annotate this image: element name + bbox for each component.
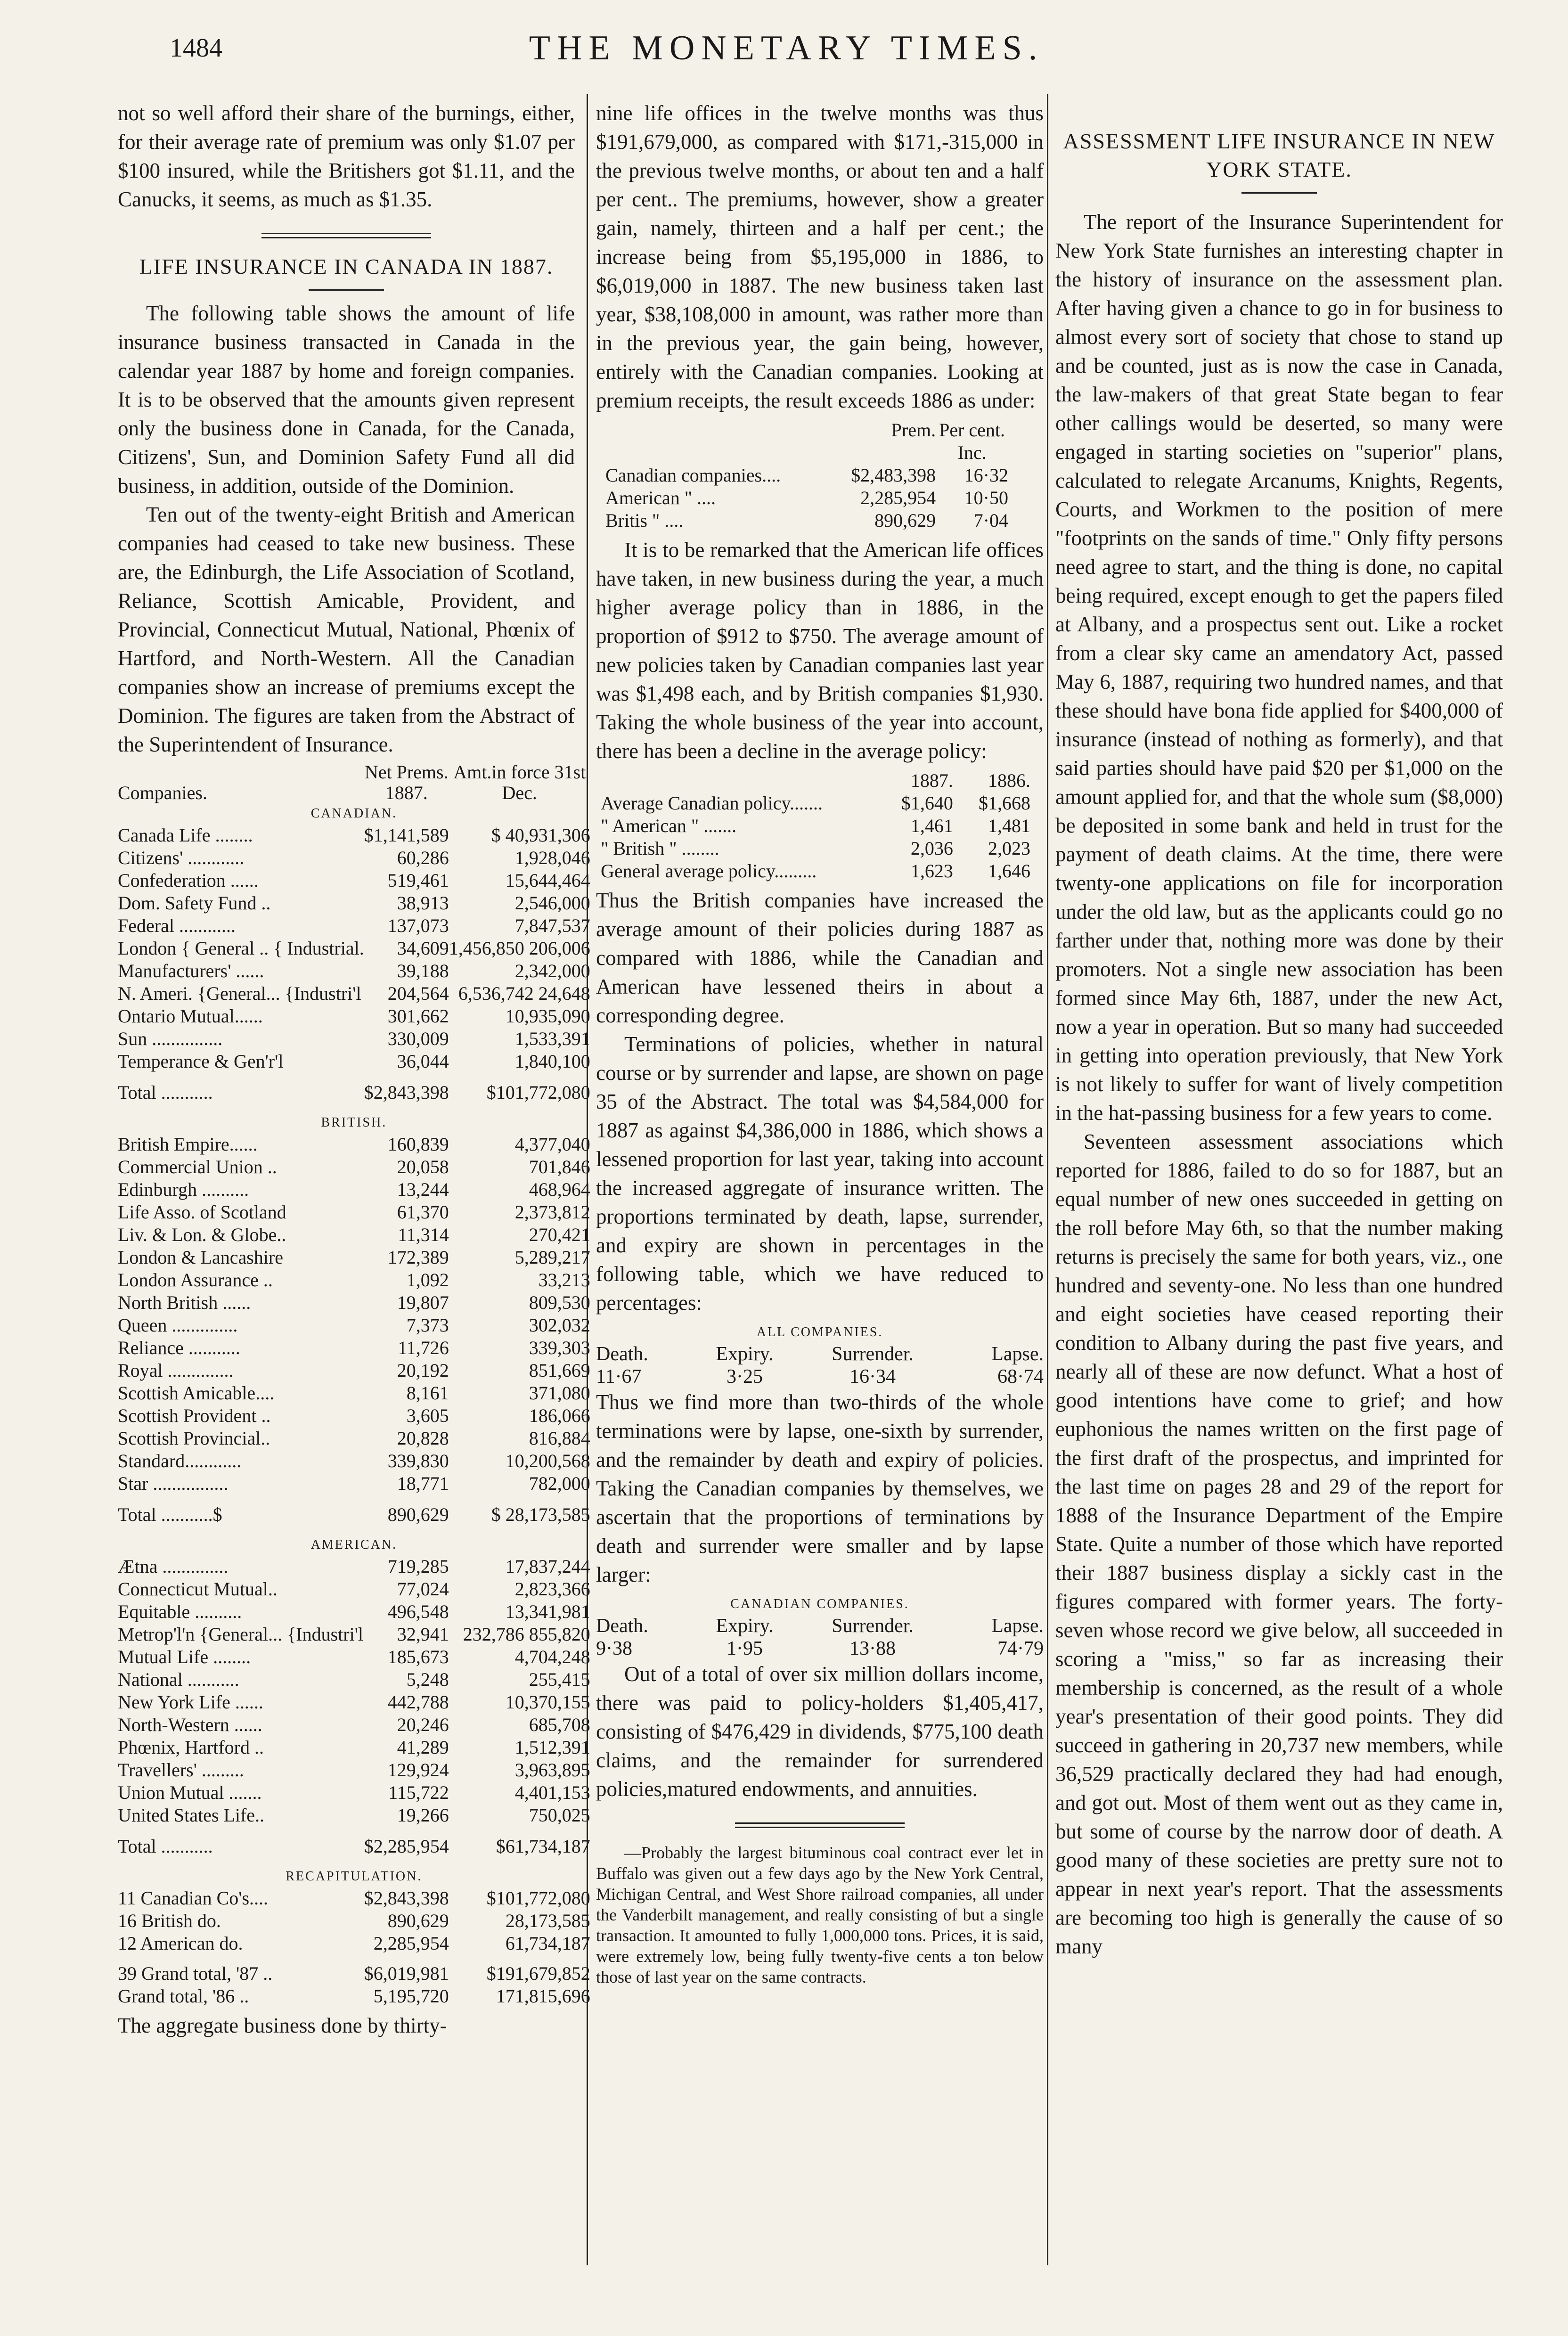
cell-prem: 20,058 (397, 1156, 449, 1177)
section-heading: LIFE INSURANCE IN CANADA IN 1887. (139, 254, 554, 278)
table-row (118, 1910, 590, 1932)
cell-prem: 77,024 (397, 1578, 449, 1600)
total-label: Total ........... (118, 1082, 213, 1103)
table-row (118, 1050, 590, 1073)
table-row (118, 1472, 590, 1495)
cell-name: General average policy......... (601, 860, 817, 882)
cell-force: 61,734,187 (505, 1933, 590, 1954)
cell-force: 33,213 (538, 1269, 590, 1291)
cell-name: London { General .. { Industrial. (118, 938, 364, 959)
pct-value-row-cell: 1·95 (726, 1638, 763, 1659)
cell-force: 2,546,000 (514, 892, 590, 914)
termination-table-canadian (596, 1615, 1044, 1660)
column-2 (596, 99, 1044, 1987)
cell-force: 5,289,217 (514, 1247, 590, 1268)
cell-name: Ontario Mutual...... (118, 1005, 263, 1027)
cell-force: 701,846 (529, 1156, 590, 1177)
paragraph: Seventeen assessment associations which reported for 1886, failed to do so for 1887, but an equal number of new ones succeeded in getting on the roll before May 6th, so that the number making returns is precisely the same for both years, viz., one hundred and seventy-one. No less than one hundred and eight societies have ceased reporting their condition to Albany during the past five years, and nearly all of these are now defunct. What a host of good intentions have come to grief; and how euphonious the names written on the first page of the first draft of the prospectus, and imprinted for the last time on pages 28 and 29 of the report for 1888 of the Insurance Department of the Empire State. Quite a number of those which have reported their 1887 business display a sickly cast in the figures compared with former years. The forty-seven whose record we give below, all succeeded in scoring a "miss," so far as increasing their membership is concerned, as the result of a whole year's presentation of their good points. They did succeed in gathering in 20,737 new members, while 36,529 practically declared they had had enough, and got out. Most of them went out as they came in, but some of course by the narrow door of death. A good many of these societies are pretty sure not to appear in next year's report. That the assessments are becoming too high is generally the cause of so many (1055, 1130, 1503, 1958)
cell-name: Scottish Provincial.. (118, 1428, 270, 1449)
cell-prem: 137,073 (387, 915, 449, 936)
cell-force: $ 40,931,306 (491, 825, 590, 846)
cell-pct: 7·04 (973, 510, 1008, 531)
cell-force: 10,370,155 (505, 1691, 590, 1713)
total-force: $101,772,080 (486, 1082, 590, 1103)
table-row (118, 1962, 590, 1985)
cell-force: 1,512,391 (514, 1737, 590, 1758)
cell-pct: 16·32 (964, 465, 1008, 486)
pct-value-row-cell: 11·67 (596, 1366, 642, 1388)
pct-value-row-cell: 13·88 (849, 1638, 896, 1659)
cell-name: Star ................ (118, 1473, 229, 1494)
pct-header-row-cell: Death. (596, 1615, 648, 1637)
paragraph: nine life offices in the twelve months was thus $191,679,000, as compared with $171,-315,000 in the previous twelve months, or about ten and a half per cent.. The premiums, however, show a greater gain, namely, thirteen and a half per cent.; the increase being from $5,195,000 in 1886, to $6,019,000 in 1887. The new business taken last year, $38,108,000 in amount, was rather more than in the previous year, the gain being, however, entirely with the Canadian companies. Looking at premium receipts, the result exceeds 1886 as under: (596, 101, 1044, 412)
cell-force: 232,786 855,820 (463, 1624, 590, 1645)
cell-force: 15,644,464 (505, 870, 590, 891)
cell-force: 339,303 (529, 1337, 590, 1358)
cell-name: Queen .............. (118, 1315, 238, 1336)
cell-name: Manufacturers' ...... (118, 960, 264, 981)
pct-header-row-cell: Surrender. (832, 1615, 914, 1637)
cell-name: Temperance & Gen'r'l (118, 1051, 284, 1072)
cell-prem: 1,092 (406, 1269, 449, 1291)
table-row (118, 1133, 590, 1156)
cell-force: 302,032 (529, 1315, 590, 1336)
table-row (118, 1804, 590, 1827)
cell-name: National ........... (118, 1669, 239, 1690)
cell-name: Canada Life ........ (118, 825, 253, 846)
cell-force: 270,421 (529, 1224, 590, 1245)
cell-prem: 13,244 (397, 1179, 449, 1200)
cell-name: 16 British do. (118, 1910, 221, 1931)
table-row (118, 1156, 590, 1178)
table-row (118, 1578, 590, 1601)
cell-prem: 20,246 (397, 1714, 449, 1735)
cell-name: American " .... (605, 487, 716, 508)
pct-header-row-cell: Surrender. (832, 1343, 914, 1365)
pct-value-row-cell: 3·25 (726, 1366, 763, 1388)
cell-name: Connecticut Mutual.. (118, 1578, 278, 1600)
cell-force: $191,679,852 (486, 1963, 590, 1984)
pct-value-row-cell: 74·79 (997, 1638, 1044, 1659)
cell-force: 3,963,895 (514, 1759, 590, 1781)
insurance-table (118, 762, 590, 2008)
cell-prem: 5,248 (406, 1669, 449, 1690)
cell-name: 12 American do. (118, 1933, 243, 1954)
cell-name: Travellers' ......... (118, 1759, 244, 1781)
news-note: —Probably the largest bituminous coal contract ever let in Buffalo was given out a few days ago by the New York Central, Michigan Central, and West Shore railroad companies, all under the Vanderbilt management, and really consisting of but a single transaction. It amounted to fully 1,000,000 tons. Prices, it is said, were extremely low, being fully twenty-five cents a ton below those of last year on the same contracts. (596, 1843, 1044, 1986)
cell-force: 4,377,040 (514, 1134, 590, 1155)
pct-value-row-cell: 68·74 (997, 1366, 1044, 1388)
cell-prem: 8,161 (406, 1382, 449, 1404)
pct-header: Per cent. Inc. (939, 419, 1005, 463)
cell-name: Scottish Amicable.... (118, 1382, 275, 1404)
cell-prem: 204,564 (387, 983, 449, 1004)
section-rule (735, 1822, 905, 1828)
cell-prem: 34,609 (397, 938, 449, 959)
table-row (118, 1405, 590, 1427)
cell-prem: $6,019,981 (364, 1963, 449, 1984)
table-row (118, 982, 590, 1005)
col-header-amt-in-force: Amt.in force 31st Dec. (453, 761, 586, 803)
cell-name: Sun ............... (118, 1028, 223, 1049)
cell-prem: 519,461 (387, 870, 449, 891)
cell-name: Scottish Provident .. (118, 1405, 271, 1426)
section-rule (261, 233, 431, 238)
table-header-row (118, 762, 590, 803)
cell-prem: 36,044 (397, 1051, 449, 1072)
cell-prem: 115,722 (388, 1782, 449, 1803)
table-row (118, 1382, 590, 1405)
cell-force: $101,772,080 (486, 1887, 590, 1909)
cell-force: 2,823,366 (514, 1578, 590, 1600)
table-row (118, 1887, 590, 1910)
total-label: Total ........... (118, 1836, 213, 1857)
cell-force: 2,342,000 (514, 960, 590, 981)
page-header (113, 28, 1460, 80)
total-prem: $2,843,398 (364, 1082, 449, 1103)
table-row (118, 1646, 590, 1668)
table-label: CANADIAN COMPANIES. (730, 1597, 909, 1611)
pct-value-row (596, 1637, 1044, 1660)
cell-prem: 2,285,954 (373, 1933, 449, 1954)
cell-name: Phœnix, Hartford .. (118, 1737, 264, 1758)
cell-force: 851,669 (529, 1360, 590, 1381)
table-row (118, 1601, 590, 1623)
cell-prem: 890,629 (874, 510, 936, 531)
cell-force: 468,964 (529, 1179, 590, 1200)
group-label-recap: RECAPITULATION. (286, 1869, 423, 1884)
heading-rule (1241, 192, 1317, 194)
pct-header-row-cell: Lapse. (991, 1343, 1044, 1365)
cell-force: 4,704,248 (514, 1646, 590, 1667)
cell-y1: 1,461 (910, 815, 953, 836)
cell-prem: 5,195,720 (373, 1985, 449, 2007)
cell-name: Average Canadian policy....... (601, 792, 823, 814)
table-row (118, 1985, 590, 2008)
cell-prem: 890,629 (387, 1910, 449, 1931)
table-row (118, 1781, 590, 1804)
paragraph: Out of a total of over six million dollars income, there was paid to policy-holders $1,405,417, consisting of $476,429 in dividends, $775,100 death claims, and the remainder for surrendered policies,matured endowments, and annuities. (596, 1662, 1044, 1801)
table-row (118, 1028, 590, 1050)
total-force: $ 28,173,585 (491, 1504, 590, 1525)
average-policy-table (601, 769, 1030, 882)
pct-value-row (596, 1365, 1044, 1388)
cell-prem: 38,913 (397, 892, 449, 914)
cell-force: 1,456,850 206,006 (449, 938, 590, 959)
cell-name: Mutual Life ........ (118, 1646, 251, 1667)
table-row (118, 960, 590, 982)
cell-force: 186,066 (529, 1405, 590, 1426)
total-prem: $2,285,954 (364, 1836, 449, 1857)
total-label: Total ...........$ (118, 1504, 222, 1525)
cell-name: Standard............ (118, 1450, 242, 1471)
cell-force: 809,530 (529, 1292, 590, 1313)
table-row (118, 915, 590, 937)
cell-prem: 11,314 (398, 1224, 449, 1245)
cell-name: Grand total, '86 .. (118, 1985, 249, 2007)
pct-header-row-cell: Expiry. (716, 1343, 774, 1365)
page-number: 1484 (170, 33, 222, 63)
table-row (118, 1427, 590, 1450)
cell-name: London Assurance .. (118, 1269, 273, 1291)
cell-prem: 41,289 (397, 1737, 449, 1758)
cell-force: 17,837,244 (505, 1556, 590, 1577)
table-row (118, 1291, 590, 1314)
cell-force: 1,533,391 (514, 1028, 590, 1049)
termination-table-all (596, 1343, 1044, 1388)
cell-name: Confederation ...... (118, 870, 259, 891)
table-row (118, 937, 590, 960)
cell-name: 11 Canadian Co's.... (118, 1887, 269, 1909)
cell-name: United States Life.. (118, 1805, 265, 1826)
cell-name: 39 Grand total, '87 .. (118, 1963, 273, 1984)
table-row (118, 847, 590, 869)
cell-force: 10,935,090 (505, 1005, 590, 1027)
cell-prem: 39,188 (397, 960, 449, 981)
prem-header: Prem. (891, 419, 936, 441)
cell-y2: 1,481 (988, 815, 1030, 836)
cell-prem: 11,726 (398, 1337, 449, 1358)
cell-name: Liv. & Lon. & Globe.. (118, 1224, 286, 1245)
cell-prem: $1,141,589 (364, 825, 449, 846)
cell-y1: $1,640 (901, 792, 953, 814)
table-row (601, 860, 1030, 882)
table-row (118, 1932, 590, 1955)
pct-header-row (596, 1615, 1044, 1637)
cell-y2: 1,646 (988, 860, 1030, 882)
table-row (118, 1555, 590, 1578)
cell-prem: 2,285,954 (860, 487, 936, 508)
total-row (118, 1827, 590, 1866)
table-row (118, 1623, 590, 1646)
pct-header-row-cell: Lapse. (991, 1615, 1044, 1637)
cell-prem: 442,788 (387, 1691, 449, 1713)
cell-prem: 185,673 (387, 1646, 449, 1667)
cell-force: 4,401,153 (514, 1782, 590, 1803)
cell-prem: $2,843,398 (364, 1887, 449, 1909)
group-label-canadian: CANADIAN. (310, 806, 398, 821)
cell-prem: 339,830 (387, 1450, 449, 1471)
cell-y2: 2,023 (988, 838, 1030, 859)
cell-name: Life Asso. of Scotland (118, 1201, 286, 1223)
cell-name: N. Ameri. {General... {Industri'l (118, 983, 361, 1004)
cell-name: " British " ........ (601, 838, 719, 859)
cell-y1: 2,036 (910, 838, 953, 859)
cell-prem: 32,941 (397, 1624, 449, 1645)
cell-name: Ætna .............. (118, 1556, 229, 1577)
cell-force: 10,200,568 (505, 1450, 590, 1471)
cell-name: Dom. Safety Fund .. (118, 892, 271, 914)
table-row (118, 1359, 590, 1382)
cell-name: British Empire...... (118, 1134, 258, 1155)
cell-prem: 129,924 (387, 1759, 449, 1781)
premium-table (605, 419, 1008, 532)
table-row (118, 824, 590, 847)
table-label: ALL COMPANIES. (756, 1325, 883, 1340)
column-3 (1055, 99, 1503, 1961)
total-row (118, 1495, 590, 1535)
section-heading: ASSESSMENT LIFE INSURANCE IN NEW YORK STATE. (1063, 129, 1495, 181)
cell-prem: 61,370 (397, 1201, 449, 1223)
table-row (118, 1224, 590, 1246)
cell-prem: $2,483,398 (851, 465, 936, 486)
cell-prem: 18,771 (397, 1473, 449, 1494)
cell-prem: 20,192 (397, 1360, 449, 1381)
col-header-net-prems: Net Prems. 1887. (364, 761, 449, 803)
cell-force: 685,708 (529, 1714, 590, 1735)
cell-name: North-Western ...... (118, 1714, 262, 1735)
column-1 (118, 99, 590, 2040)
cell-name: New York Life ...... (118, 1691, 263, 1713)
cell-name: Edinburgh .......... (118, 1179, 249, 1200)
col-header-companies: Companies. (118, 782, 207, 803)
cell-y1: 1,623 (910, 860, 953, 882)
pct-header-row (596, 1343, 1044, 1365)
cell-force: 255,415 (529, 1669, 590, 1690)
paragraph: Thus we find more than two-thirds of the whole terminations were by lapse, one-sixth by surrender, and the remainder by death and expiry of policies. Taking the Canadian companies by themselves, we ascertain that the proportions of terminations by death and surrender were smaller and by lapse larger: (596, 1390, 1044, 1586)
cell-name: Canadian companies.... (605, 465, 781, 486)
group-label-american: AMERICAN. (310, 1537, 398, 1552)
paragraph: Ten out of the twenty-eight British and American companies had ceased to take new business. These are, the Edinburgh, the Life Association of Scotland, Reliance, Scottish Amicable, Provident, and Provincial, Connecticut Mutual, National, Phœnix of Hartford, and North-Western. All the Canadian companies show an increase of premiums except the Dominion. The figures are taken from the Abstract of the Superintendent of Insurance. (118, 503, 575, 756)
cell-prem: 60,286 (397, 847, 449, 868)
table-row (118, 1736, 590, 1759)
column-divider (1047, 94, 1048, 2265)
cell-force: 816,884 (529, 1428, 590, 1449)
paragraph: It is to be remarked that the American life offices have taken, in new business during the year, a much higher average policy than in 1886, in the proportion of $912 to $750. The average amount of new policies taken by Canadian companies last year was $1,498 each, and by British companies $1,930. Taking the whole business of the year into account, there has been a decline in the average policy: (596, 538, 1044, 763)
table-row (118, 1246, 590, 1269)
cell-name: Commercial Union .. (118, 1156, 277, 1177)
total-force: $61,734,187 (496, 1836, 590, 1857)
total-prem: 890,629 (387, 1504, 449, 1525)
pct-header-row-cell: Death. (596, 1343, 648, 1365)
masthead: THE MONETARY TIMES. (529, 29, 1044, 67)
table-row (601, 815, 1030, 837)
cell-force: 371,080 (529, 1382, 590, 1404)
cell-prem: 496,548 (387, 1601, 449, 1622)
table-row (605, 487, 1008, 509)
table-row (118, 1201, 590, 1224)
table-row (118, 1337, 590, 1359)
table-row (601, 792, 1030, 815)
cell-name: Federal ............ (118, 915, 236, 936)
cell-y2: $1,668 (979, 792, 1030, 814)
paragraph: Thus the British companies have increased the average amount of their policies during 1887 as compared with 1886, while the Canadian and American have lessened theirs in about a corresponding degree. (596, 889, 1044, 1027)
pct-value-row-cell: 16·34 (849, 1366, 896, 1388)
year-header: 1887. (910, 770, 953, 791)
cell-force: 2,373,812 (514, 1201, 590, 1223)
cell-prem: 3,605 (406, 1405, 449, 1426)
table-row (605, 509, 1008, 532)
cell-prem: 330,009 (387, 1028, 449, 1049)
cell-force: 782,000 (529, 1473, 590, 1494)
cell-name: Citizens' ............ (118, 847, 245, 868)
cell-prem: 19,807 (397, 1292, 449, 1313)
table-row (601, 837, 1030, 860)
cell-name: " American " ....... (601, 815, 737, 836)
year-header: 1886. (988, 770, 1030, 791)
cell-force: 171,815,696 (496, 1985, 590, 2007)
table-row (118, 1450, 590, 1472)
cell-force: 1,840,100 (514, 1051, 590, 1072)
cell-prem: 172,389 (387, 1247, 449, 1268)
cell-name: Royal .............. (118, 1360, 234, 1381)
closing-line: The aggregate business done by thirty- (118, 2014, 447, 2037)
intro-paragraph: not so well afford their share of the burnings, either, for their average rate of premium was only $1.07 per $100 insured, while the Britishers got $1.11, and the Canucks, it seems, as much as $1.35. (118, 101, 575, 211)
cell-name: Equitable .......... (118, 1601, 242, 1622)
cell-name: London & Lancashire (118, 1247, 283, 1268)
table-row (118, 1714, 590, 1736)
cell-prem: 301,662 (387, 1005, 449, 1027)
pct-header-row-cell: Expiry. (716, 1615, 774, 1637)
table-row (118, 1005, 590, 1028)
cell-force: 750,025 (529, 1805, 590, 1826)
cell-force: 1,928,046 (514, 847, 590, 868)
paragraph: Terminations of policies, whether in natural course or by surrender and lapse, are shown on page 35 of the Abstract. The total was $4,584,000 for 1887 as against $4,386,000 in 1886, which shows a lessened proportion for last year, taking into account the increased aggregate of insurance written. The proportions terminated by death, lapse, surrender, and expiry are shown in percentages in the following table, which we have reduced to percentages: (596, 1032, 1044, 1315)
cell-prem: 19,266 (397, 1805, 449, 1826)
table-row (118, 892, 590, 915)
cell-pct: 10·50 (964, 487, 1008, 508)
table-row (118, 1668, 590, 1691)
table-row (605, 464, 1008, 487)
cell-prem: 719,285 (387, 1556, 449, 1577)
cell-prem: 160,839 (387, 1134, 449, 1155)
table-row (118, 1269, 590, 1291)
table-row (118, 1314, 590, 1337)
table-row (118, 1759, 590, 1781)
cell-prem: 20,828 (397, 1428, 449, 1449)
table-row (118, 1691, 590, 1714)
cell-name: Britis " .... (605, 510, 684, 531)
total-row (118, 1073, 590, 1112)
cell-name: Union Mutual ....... (118, 1782, 262, 1803)
cell-name: North British ...... (118, 1292, 251, 1313)
table-row (118, 869, 590, 892)
heading-rule (309, 289, 384, 291)
pct-value-row-cell: 9·38 (596, 1638, 632, 1659)
cell-prem: 7,373 (406, 1315, 449, 1336)
cell-force: 7,847,537 (514, 915, 590, 936)
paragraph: The report of the Insurance Superintendent for New York State furnishes an interesting chapter in the history of insurance on the assessment plan. After having given a chance to go in for business to almost every sort of society that chose to stand up and be counted, just as is now the case in Canada, the law-makers of that great State began to fear other callings would be deserted, so many were engaged in starting societies on "superior" plans, calculated to relegate Arcanums, Knights, Regents, Courts, and Workmen to the position of mere "footprints on the sands of time." Only fifty persons need agree to start, and the thing is done, no capital being required, except enough to get the papers filed at Albany, and a prospectus sent out. Like a rocket from a clear sky came an amendatory Act, passed May 6, 1887, requiring two hundred names, and that these should have bona fide applied for $400,000 of insurance (instead of nothing as formerly), and that said parties should have paid $20 per $1,000 on the amount applied for, and that the whole sum ($8,000) be deposited in some bank and held in trust for the payment of death claims. At the time, there were twenty-one applications on file for incorporation under the old law, but as the applicants could go no farther under that, nothing more was done by their promoters. Not a single new association has been formed since May 6th, 1887, under the new Act, now a year in operation. But so many had succeeded in getting into operation previously, that New York is not likely to suffer for want of lively competition in the hat-passing business for a few years to come. (1055, 210, 1503, 1125)
cell-name: Reliance ........... (118, 1337, 240, 1358)
cell-force: 13,341,981 (505, 1601, 590, 1622)
table-row (118, 1178, 590, 1201)
cell-name: Metrop'l'n {General... {Industri'l (118, 1624, 364, 1645)
cell-force: 6,536,742 24,648 (458, 983, 590, 1004)
group-label-british: BRITISH. (321, 1115, 387, 1130)
paragraph: The following table shows the amount of life insurance business transacted in Canada in the calendar year 1887 by home and foreign companies. It is to be observed that the amounts given represent only the business done in Canada, for the Canada, Citizens', Sun, and Dominion Safety Fund all did business, in addition, outside of the Dominion. (118, 302, 575, 498)
cell-force: 28,173,585 (505, 1910, 590, 1931)
